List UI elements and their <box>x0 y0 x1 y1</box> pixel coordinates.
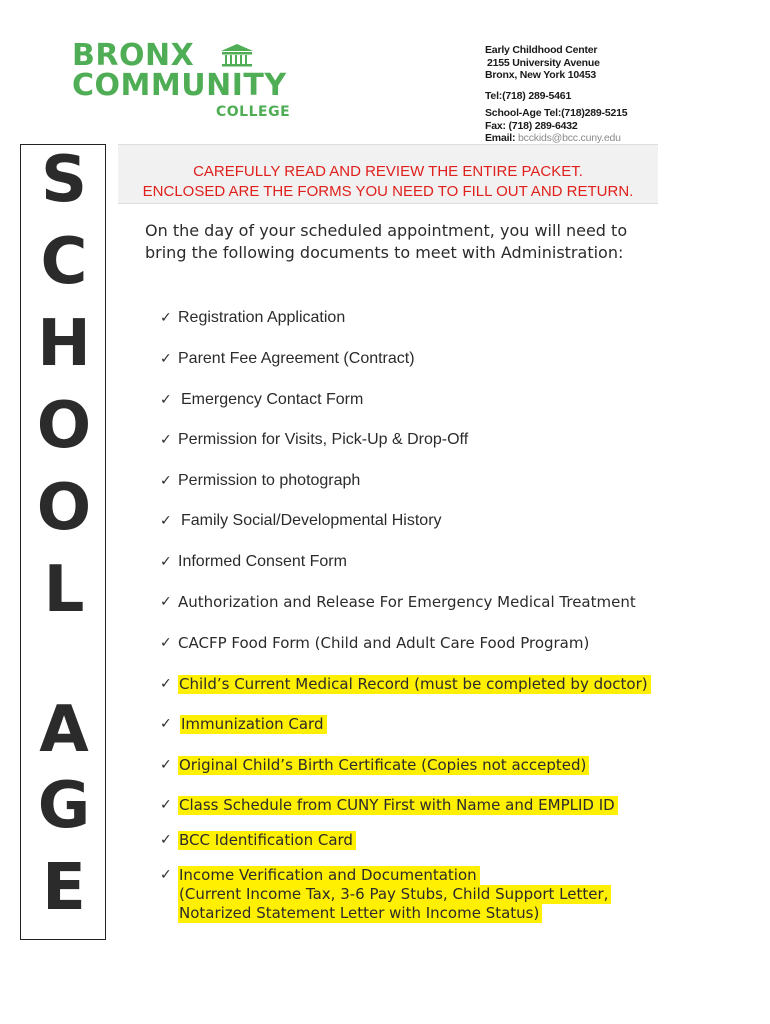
list-item <box>160 472 360 490</box>
list-item <box>160 391 363 409</box>
side-letter: O <box>36 389 92 463</box>
logo-bronx: BRONX <box>72 38 195 73</box>
side-letter: E <box>42 851 86 925</box>
side-letter: S <box>40 143 88 217</box>
list-item <box>160 553 347 571</box>
checkmark-icon: ✓ <box>160 757 172 773</box>
address-line-1: 2155 University Avenue <box>487 56 600 69</box>
side-letter: H <box>37 307 91 381</box>
list-item <box>160 512 442 530</box>
list-item-label: CACFP Food Form (Child and Adult Care Food Program) <box>178 634 590 652</box>
warning-line-1: CAREFULLY READ AND REVIEW THE ENTIRE PACKET. <box>193 163 583 180</box>
list-item-label: Family Social/Developmental History <box>181 512 442 529</box>
address-line-2: Bronx, New York 10453 <box>485 69 596 81</box>
list-item <box>160 634 589 652</box>
side-letter: A <box>39 693 89 767</box>
list-item <box>160 431 468 449</box>
list-item-label: Class Schedule from CUNY First with Name and EMPLID ID <box>178 796 618 815</box>
side-banner-school-age <box>20 144 106 940</box>
school-age-phone: School-Age Tel:(718)289-5215 <box>485 107 628 119</box>
contact-block <box>485 44 627 145</box>
checkmark-icon: ✓ <box>160 832 172 848</box>
list-item <box>160 309 345 327</box>
list-item <box>160 796 618 815</box>
checkmark-icon: ✓ <box>160 473 172 489</box>
warning-banner <box>118 144 658 204</box>
checkmark-icon: ✓ <box>160 513 172 529</box>
list-item-detail: Notarized Statement Letter with Income Status) <box>178 904 542 923</box>
fax: Fax: (718) 289-6432 <box>485 119 578 132</box>
list-item <box>160 866 611 923</box>
email-line <box>485 132 627 145</box>
list-item-label: Income Verification and Documentation <box>178 866 480 885</box>
list-item <box>160 715 327 734</box>
side-letter: L <box>43 553 85 627</box>
checkmark-icon: ✓ <box>160 310 172 326</box>
side-letter: O <box>36 471 92 545</box>
checkmark-icon: ✓ <box>160 392 172 408</box>
list-item-label: Child’s Current Medical Record (must be completed by doctor) <box>178 675 651 694</box>
list-item <box>160 593 636 611</box>
checkmark-icon: ✓ <box>160 676 172 692</box>
intro-line-2: bring the following documents to meet with Administration: <box>145 243 624 262</box>
email-label: Email: <box>485 132 516 144</box>
logo-college: COLLEGE <box>216 104 291 120</box>
list-item-label: Registration Application <box>178 309 346 326</box>
warning-line-2: ENCLOSED ARE THE FORMS YOU NEED TO FILL OUT AND RETURN. <box>142 183 634 200</box>
list-item <box>160 756 589 775</box>
side-letter: G <box>37 769 91 843</box>
checkmark-icon: ✓ <box>160 867 172 883</box>
list-item <box>160 675 651 694</box>
checkmark-icon: ✓ <box>160 797 172 813</box>
intro-paragraph <box>145 220 665 264</box>
list-item-label: Informed Consent Form <box>178 553 347 570</box>
list-item-label: Permission to photograph <box>178 472 361 489</box>
college-logo <box>72 40 312 122</box>
list-item-label: BCC Identification Card <box>178 831 356 850</box>
logo-community: COMMUNITY <box>72 68 287 103</box>
college-building-icon <box>218 42 256 68</box>
checkmark-icon: ✓ <box>160 432 172 448</box>
list-item-label: Immunization Card <box>180 715 327 734</box>
list-item-label: Parent Fee Agreement (Contract) <box>178 350 415 367</box>
checkmark-icon: ✓ <box>160 716 172 732</box>
list-item-label: Original Child’s Birth Certificate (Copies not accepted) <box>178 756 589 775</box>
side-letter: C <box>40 225 88 299</box>
list-item-label: Emergency Contact Form <box>181 391 364 408</box>
list-item-label: Permission for Visits, Pick-Up & Drop-Off <box>178 431 469 448</box>
list-item <box>160 831 356 850</box>
list-item-label-group <box>178 866 611 923</box>
list-item <box>160 350 415 368</box>
checkmark-icon: ✓ <box>160 554 172 570</box>
checkmark-icon: ✓ <box>160 635 172 651</box>
list-item-label: Authorization and Release For Emergency Medical Treatment <box>178 593 636 611</box>
phone: Tel:(718) 289-5461 <box>485 89 572 102</box>
checkmark-icon: ✓ <box>160 351 172 367</box>
center-name: Early Childhood Center <box>485 44 598 56</box>
intro-line-1: On the day of your scheduled appointment, you will need to <box>145 221 628 240</box>
checkmark-icon: ✓ <box>160 594 172 610</box>
email-link[interactable]: bcckids@bcc.cuny.edu <box>518 132 621 144</box>
list-item-detail: (Current Income Tax, 3-6 Pay Stubs, Child Support Letter, <box>178 885 611 904</box>
